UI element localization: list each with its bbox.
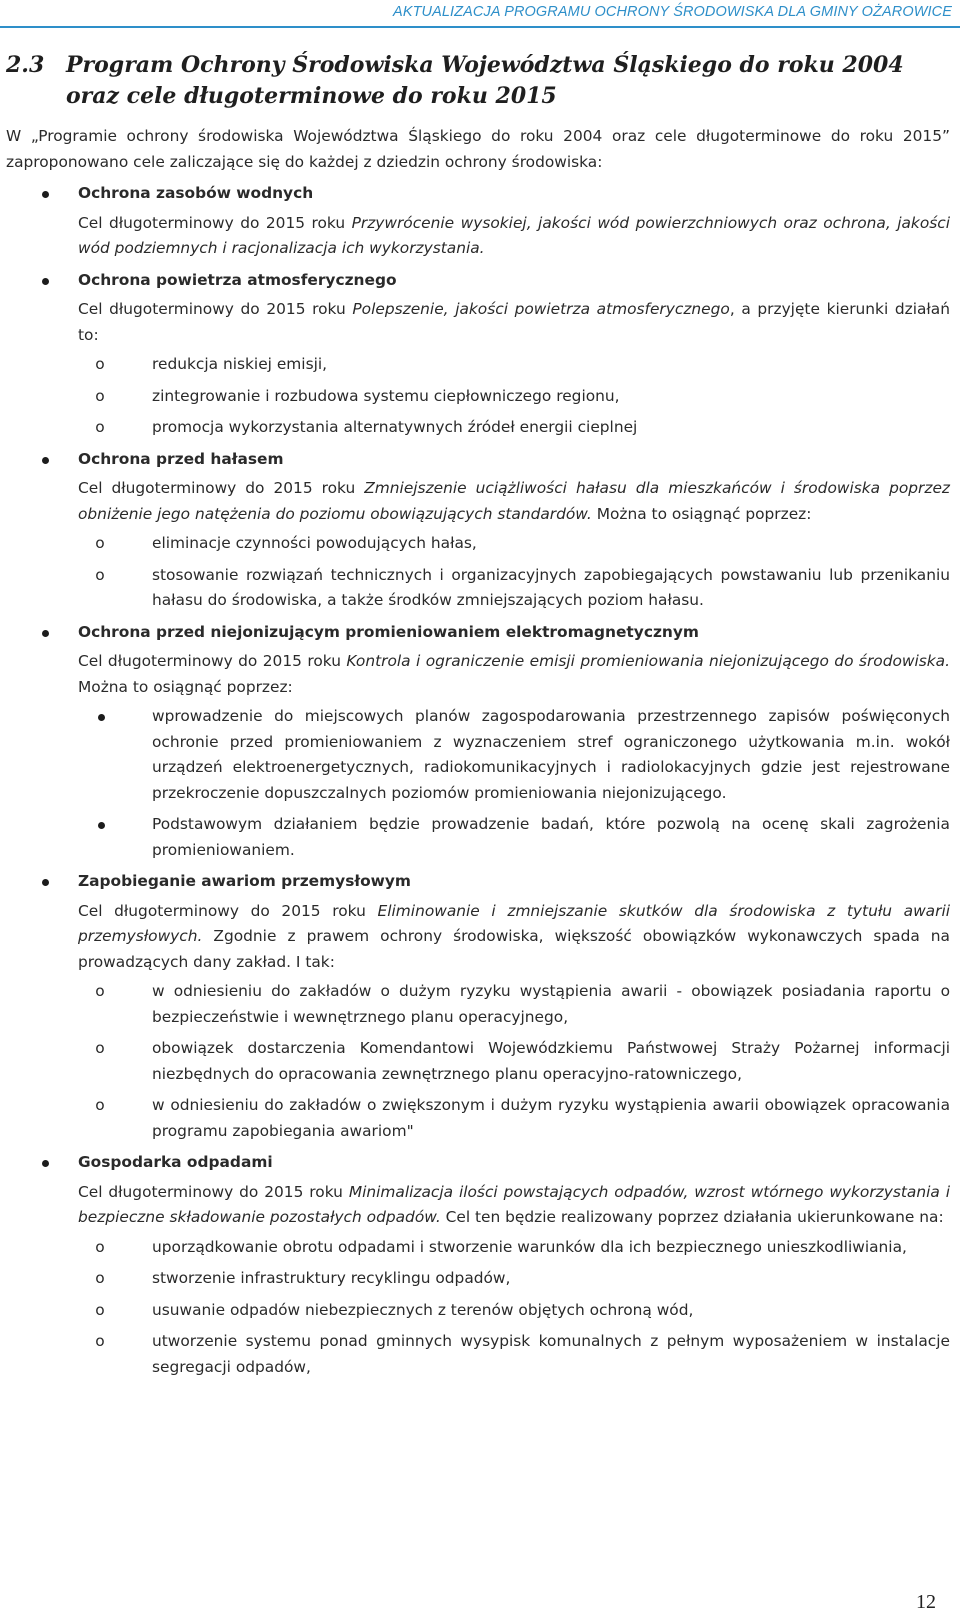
list-item-text: promocja wykorzystania alternatywnych źródeł energii cieplnej	[152, 418, 638, 436]
topic-goal	[78, 476, 956, 527]
list-item-text: obowiązek dostarczenia Komendantowi Wojewódzkiemu Państwowej Straży Pożarnej informacji niezbędnych do opracowania zewnętrznego planu operacyjno-ratowniczego,	[152, 1039, 950, 1083]
circle-marker-icon: o	[95, 565, 105, 584]
topic-goal	[78, 211, 956, 262]
list-item	[78, 531, 956, 557]
topic-title: Ochrona powietrza atmosferycznego	[78, 270, 397, 289]
sub-list	[78, 352, 956, 441]
goal-italic: Zmniejszenie uciążliwości hałasu dla mieszkańców i środowiska poprzez obniżenie jego natężenia do poziomu obowiązujących standardów.	[78, 479, 951, 523]
circle-marker-icon: o	[95, 1039, 105, 1057]
sub-list	[78, 979, 956, 1144]
goal-suffix: , a przyjęte kierunki działań to:	[78, 300, 950, 344]
circle-marker-icon: o	[95, 534, 105, 552]
list-item-text: stworzenie infrastruktury recyklingu odpadów,	[152, 1269, 511, 1287]
circle-marker-icon: o	[95, 1096, 105, 1114]
list-item-text: usuwanie odpadów niebezpiecznych z terenów objętych ochroną wód,	[152, 1300, 694, 1319]
bullet-icon	[98, 822, 105, 829]
topic-title: Gospodarka odpadami	[78, 1153, 273, 1171]
topic-industrial-accidents	[6, 869, 956, 1144]
circle-marker-icon: o	[95, 355, 105, 373]
list-item	[78, 415, 956, 441]
circle-marker-icon: o	[95, 1332, 105, 1350]
goal-prefix: Cel długoterminowy do 2015 roku	[78, 1182, 349, 1201]
circle-marker-icon: o	[95, 1300, 105, 1319]
goal-prefix: Cel długoterminowy do 2015 roku	[78, 901, 378, 920]
circle-marker-icon: o	[95, 982, 105, 1000]
list-item	[78, 812, 956, 863]
list-item-text: w odniesieniu do zakładów o zwiększonym i dużym ryzyku wystąpienia awarii obowiązek opracowania programu zapobiegania awariom"	[152, 1096, 950, 1140]
list-item	[78, 1093, 956, 1144]
section-title-line1: Program Ochrony Środowiska Województwa Śląskiego do roku 2004	[66, 52, 904, 78]
topic-title: Ochrona zasobów wodnych	[78, 184, 314, 202]
circle-marker-icon: o	[95, 1269, 105, 1287]
list-item	[78, 384, 956, 410]
list-item	[78, 563, 956, 614]
topic-goal	[78, 899, 956, 976]
bullet-icon	[42, 630, 49, 637]
bullet-icon	[98, 714, 105, 721]
intro-paragraph: W „Programie ochrony środowiska Województwa Śląskiego do roku 2004 oraz cele długoterminowe do roku 2015” zaproponowano cele zaliczające się do każdej z dziedzin ochrony środowiska:	[6, 127, 950, 171]
list-item-text: w odniesieniu do zakładów o dużym ryzyku wystąpienia awarii - obowiązek posiadania raportu o bezpieczeństwie i wewnętrznego planu operacyjnego,	[152, 982, 950, 1026]
goal-italic: Polepszenie, jakości powietrza atmosferycznego	[352, 300, 730, 318]
list-item-text: eliminacje czynności powodujących hałas,	[152, 534, 477, 552]
goal-italic: Kontrola i ograniczenie emisji promieniowania niejonizującego do środowiska.	[346, 652, 950, 670]
bullet-icon	[42, 457, 49, 464]
list-item-text: uporządkowanie obrotu odpadami i stworzenie warunków dla ich bezpiecznego unieszkodliwiania,	[152, 1237, 907, 1256]
goal-prefix: Cel długoterminowy do 2015 roku	[78, 213, 352, 232]
topic-air	[6, 268, 956, 441]
list-item	[78, 1036, 956, 1087]
page-number: 12	[916, 1591, 936, 1613]
goal-suffix: Można to osiągnąć poprzez:	[78, 677, 293, 696]
list-item	[78, 1266, 956, 1292]
list-item-text: wprowadzenie do miejscowych planów zagospodarowania przestrzennego zapisów poświęconych ochronie przed promieniowaniem z wyznaczeniem stref ograniczonego użytkowania m.in. wokół urządzeń elektroenergetycznych, radiokomunikacyjnych i radiolokacyjnych gdzie jest rejestrowane przekroczenie dopuszczalnych poziomów promieniowania niejonizującego.	[152, 707, 950, 802]
section-title	[6, 50, 946, 112]
list-item	[78, 1298, 956, 1324]
topic-waste	[6, 1150, 956, 1380]
topic-title: Ochrona przed hałasem	[78, 449, 284, 468]
goal-prefix: Cel długoterminowy do 2015 roku	[78, 479, 365, 497]
goal-italic: Przywrócenie wysokiej, jakości wód powierzchniowych oraz ochrona, jakości wód podziemnych i racjonalizacja ich wykorzystania.	[78, 213, 950, 257]
section-body	[6, 124, 956, 1386]
goal-prefix: Cel długoterminowy do 2015 roku	[78, 300, 353, 318]
list-item	[78, 1235, 956, 1261]
topic-title: Zapobieganie awariom przemysłowym	[78, 872, 411, 890]
circle-marker-icon: o	[95, 418, 105, 436]
list-item-text: Podstawowym działaniem będzie prowadzenie badań, które pozwolą na ocenę skali zagrożenia promieniowaniem.	[152, 815, 950, 859]
topic-goal	[78, 649, 956, 700]
list-item	[78, 704, 956, 806]
goal-italic: Minimalizacja ilości powstających odpadów, wzrost wtórnego wykorzystania i bezpieczne składowanie pozostałych odpadów.	[78, 1182, 951, 1226]
section-number: 2.3	[6, 52, 45, 78]
bullet-icon	[42, 1160, 49, 1167]
bullet-icon	[42, 278, 49, 285]
list-item	[78, 979, 956, 1030]
topic-title: Ochrona przed niejonizującym promieniowaniem elektromagnetycznym	[78, 622, 699, 641]
list-item-text: zintegrowanie i rozbudowa systemu ciepłowniczego regionu,	[152, 386, 620, 405]
sub-list	[78, 531, 956, 614]
list-item-text: utworzenie systemu ponad gminnych wysypisk komunalnych z pełnym wyposażeniem w instalacje segregacji odpadów,	[152, 1332, 950, 1376]
list-item	[78, 1329, 956, 1380]
header-rule	[0, 26, 960, 28]
list-item	[78, 352, 956, 378]
topic-goal	[78, 1180, 956, 1231]
circle-marker-icon: o	[95, 386, 105, 405]
goal-prefix: Cel długoterminowy do 2015 roku	[78, 652, 347, 670]
topic-water	[6, 181, 956, 262]
running-header: AKTUALIZACJA PROGRAMU OCHRONY ŚRODOWISKA DLA GMINY OŻAROWICE	[393, 4, 952, 20]
list-item-text: redukcja niskiej emisji,	[152, 355, 328, 373]
goal-suffix: Zgodnie z prawem ochrony środowiska, większość obowiązków wykonawczych spada na prowadzących dany zakład. I tak:	[78, 927, 950, 971]
section-title-line2: oraz cele długoterminowe do roku 2015	[66, 83, 557, 109]
goal-suffix: Cel ten będzie realizowany poprzez działania ukierunkowane na:	[440, 1208, 944, 1226]
list-item-text: stosowanie rozwiązań technicznych i organizacyjnych zapobiegających powstawaniu lub przenikaniu hałasu do środowiska, a także środków zmniejszających poziom hałasu.	[152, 565, 950, 609]
bullet-icon	[42, 879, 49, 886]
circle-marker-icon: o	[95, 1237, 105, 1256]
topic-radiation	[6, 620, 956, 864]
sub-list	[78, 704, 956, 863]
topic-noise	[6, 447, 956, 614]
goal-suffix: Można to osiągnąć poprzez:	[591, 504, 812, 523]
sub-list	[78, 1235, 956, 1381]
topic-goal	[78, 297, 956, 348]
goal-italic: Eliminowanie i zmniejszanie skutków dla środowiska z tytułu awarii przemysłowych.	[78, 901, 950, 945]
bullet-icon	[42, 191, 49, 198]
